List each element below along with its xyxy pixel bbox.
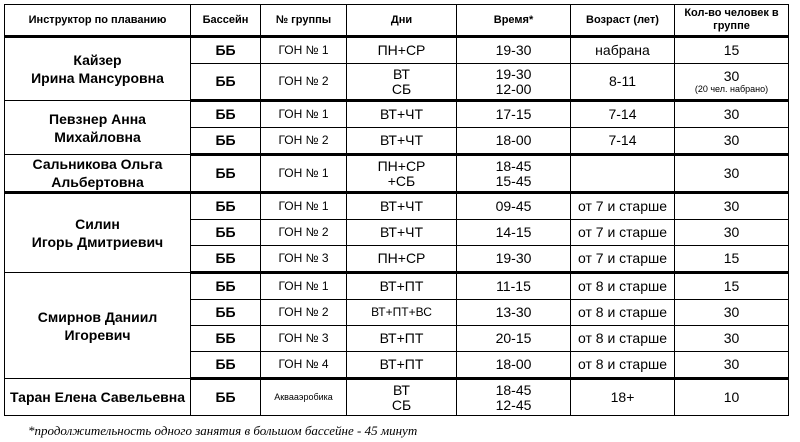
instructor-name: Смирнов Даниил — [37, 308, 158, 325]
instructor-name: Михайловна — [54, 128, 141, 145]
header-row — [5, 5, 789, 37]
time-line: 18-45 — [495, 157, 532, 174]
days-cell — [347, 64, 457, 101]
time-cell — [457, 155, 571, 193]
instructor-name: Игорь Дмитриевич — [31, 234, 164, 250]
time-cell — [457, 64, 571, 101]
days-cell: ПН+СР — [347, 246, 457, 273]
instructor-name: Таран Елена Савельевна — [9, 389, 186, 405]
time-cell: 19-30 — [457, 246, 571, 273]
group-cell: ГОН № 1 — [261, 101, 347, 128]
time-line: 12-45 — [495, 396, 532, 413]
instructor-cell — [5, 101, 191, 155]
pool-cell: ББ — [191, 379, 261, 416]
time-cell: 11-15 — [457, 273, 571, 300]
count-cell: 15 — [675, 273, 789, 300]
time-cell: 19-30 — [457, 37, 571, 64]
footnote: *продолжительность одного занятия в большом бассейне - 45 минут — [28, 423, 418, 438]
group-cell: ГОН № 1 — [261, 273, 347, 300]
count-cell: 15 — [675, 246, 789, 273]
time-line: 12-00 — [495, 80, 532, 97]
time-cell: 09-45 — [457, 193, 571, 220]
time-cell: 13-30 — [457, 300, 571, 326]
days-cell: ВТ+ПТ+ВС — [347, 300, 457, 326]
time-line: 19-30 — [495, 65, 532, 82]
count-cell: 30 — [675, 300, 789, 326]
group-cell: ГОН № 2 — [261, 128, 347, 155]
pool-cell: ББ — [191, 128, 261, 155]
pool-cell: ББ — [191, 101, 261, 128]
days-cell: ВТ+ПТ — [347, 326, 457, 352]
days-cell: ПН+СР — [347, 37, 457, 64]
group-cell: ГОН № 4 — [261, 352, 347, 379]
table-row — [5, 101, 789, 128]
header-group: № группы — [261, 5, 347, 37]
instructor-name: Альбертовна — [51, 174, 144, 190]
days-cell: ВТ+ПТ — [347, 352, 457, 379]
count-cell: 30 — [675, 352, 789, 379]
instructor-name: Игоревич — [64, 326, 131, 343]
age-cell: от 8 и старше — [571, 273, 675, 300]
instructor-cell — [5, 193, 191, 273]
days-cell: ВТ+ПТ — [347, 273, 457, 300]
pool-cell: ББ — [191, 220, 261, 246]
days-cell: ВТ+ЧТ — [347, 193, 457, 220]
count-cell: 10 — [675, 379, 789, 416]
time-line: 15-45 — [495, 172, 532, 189]
days-line: ВТ — [393, 65, 410, 82]
age-cell: 8-11 — [571, 64, 675, 101]
table-row — [5, 379, 789, 416]
header-count: Кол-во человек в группе — [675, 5, 789, 37]
time-cell: 20-15 — [457, 326, 571, 352]
count-cell: 30 — [675, 326, 789, 352]
count-cell: 30 — [675, 128, 789, 155]
header-age: Возраст (лет) — [571, 5, 675, 37]
days-line: +СБ — [387, 172, 416, 189]
group-cell: ГОН № 3 — [261, 326, 347, 352]
group-cell: ГОН № 1 — [261, 155, 347, 193]
time-line: 18-45 — [495, 381, 532, 398]
header-time: Время* — [457, 5, 571, 37]
pool-cell: ББ — [191, 155, 261, 193]
group-cell: ГОН № 2 — [261, 220, 347, 246]
count-cell: 30 — [675, 220, 789, 246]
age-cell: от 7 и старше — [571, 193, 675, 220]
header-pool: Бассейн — [191, 5, 261, 37]
group-cell: ГОН № 2 — [261, 300, 347, 326]
age-cell: от 8 и старше — [571, 352, 675, 379]
age-cell: 7-14 — [571, 128, 675, 155]
group-cell: ГОН № 1 — [261, 193, 347, 220]
days-cell: ВТ+ЧТ — [347, 220, 457, 246]
days-line: СБ — [391, 396, 412, 413]
days-cell: ВТ+ЧТ — [347, 128, 457, 155]
days-line: ВТ — [393, 381, 410, 398]
schedule-table — [4, 4, 789, 416]
group-cell: ГОН № 2 — [261, 64, 347, 101]
time-cell: 17-15 — [457, 101, 571, 128]
count-cell: 30 — [675, 193, 789, 220]
pool-cell: ББ — [191, 193, 261, 220]
instructor-cell — [5, 155, 191, 193]
age-cell: от 7 и старше — [571, 220, 675, 246]
pool-cell: ББ — [191, 352, 261, 379]
instructor-name: Ирина Мансуровна — [31, 70, 164, 86]
pool-cell: ББ — [191, 246, 261, 273]
count-cell: 15 — [675, 37, 789, 64]
count-value: 30 — [723, 67, 740, 84]
days-line: ПН+СР — [377, 157, 426, 174]
instructor-name: Силин — [75, 216, 120, 232]
age-cell: 18+ — [571, 379, 675, 416]
age-cell: набрана — [571, 37, 675, 64]
count-cell: 30 — [675, 101, 789, 128]
age-cell: от 8 и старше — [571, 326, 675, 352]
instructor-cell — [5, 379, 191, 416]
age-cell — [571, 155, 675, 193]
table-row — [5, 273, 789, 300]
pool-cell: ББ — [191, 64, 261, 101]
header-instructor: Инструктор по плаванию — [5, 5, 191, 37]
group-cell: ГОН № 1 — [261, 37, 347, 64]
days-cell — [347, 155, 457, 193]
time-cell: 18-00 — [457, 128, 571, 155]
instructor-cell — [5, 273, 191, 379]
age-cell: 7-14 — [571, 101, 675, 128]
pool-cell: ББ — [191, 273, 261, 300]
days-cell — [347, 379, 457, 416]
days-line: СБ — [391, 80, 412, 97]
instructor-cell — [5, 37, 191, 101]
instructor-name: Певзнер Анна — [49, 110, 146, 127]
table-row — [5, 155, 789, 193]
table-row — [5, 193, 789, 220]
header-days: Дни — [347, 5, 457, 37]
instructor-name: Кайзер — [73, 52, 122, 68]
age-cell: от 8 и старше — [571, 300, 675, 326]
group-cell: Аквааэробика — [261, 379, 347, 416]
count-cell — [675, 64, 789, 101]
time-cell: 18-00 — [457, 352, 571, 379]
table-row — [5, 37, 789, 64]
pool-cell: ББ — [191, 37, 261, 64]
pool-cell: ББ — [191, 300, 261, 326]
time-cell — [457, 379, 571, 416]
days-cell: ВТ+ЧТ — [347, 101, 457, 128]
age-cell: от 7 и старше — [571, 246, 675, 273]
count-note: (20 чел. набрано) — [694, 83, 769, 94]
count-cell: 30 — [675, 155, 789, 193]
group-cell: ГОН № 3 — [261, 246, 347, 273]
time-cell: 14-15 — [457, 220, 571, 246]
instructor-name: Сальникова Ольга — [32, 156, 163, 172]
pool-cell: ББ — [191, 326, 261, 352]
